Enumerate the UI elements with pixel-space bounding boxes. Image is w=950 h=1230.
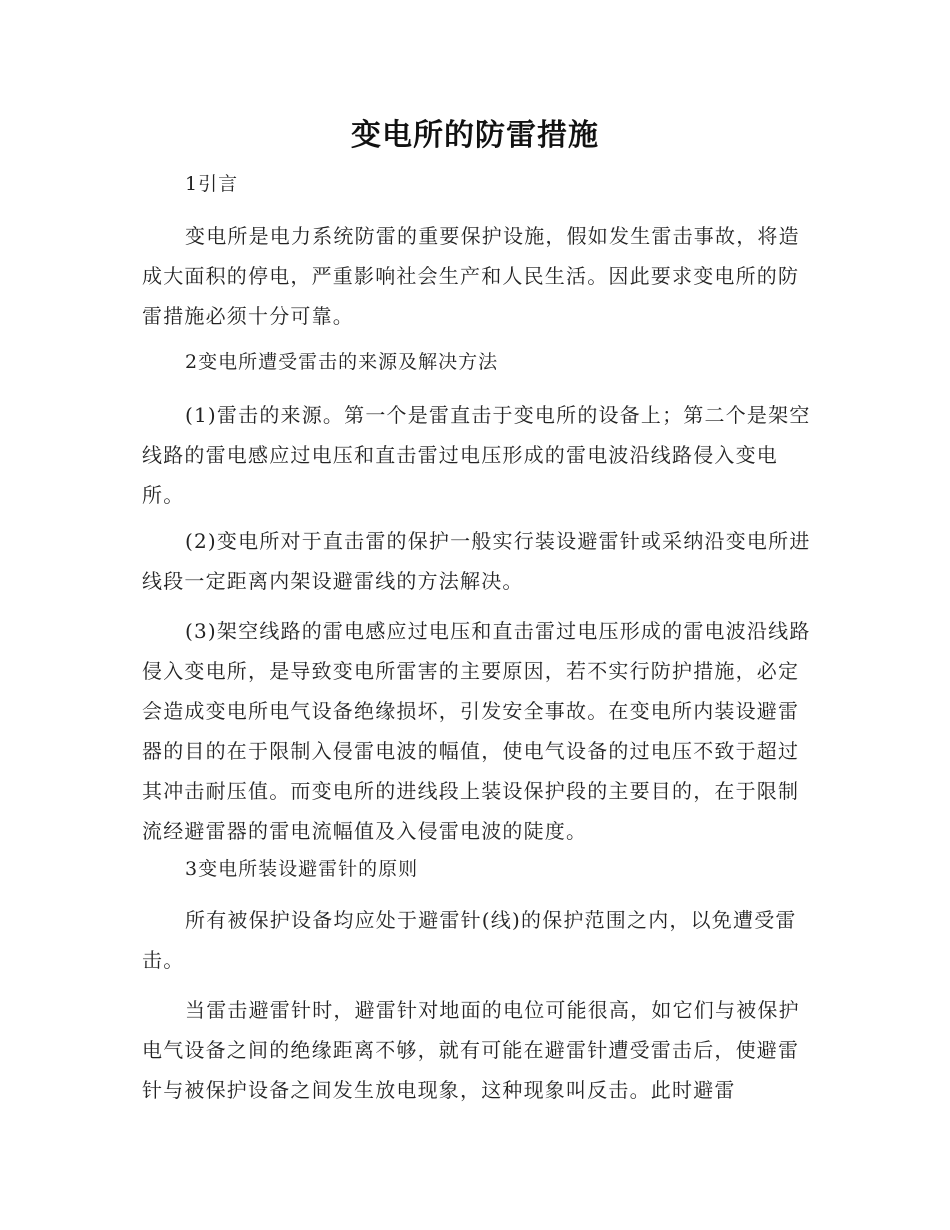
section-heading-principle: 3变电所装设避雷针的原则 xyxy=(185,858,419,880)
paragraph-intro: 变电所是电力系统防雷的重要保护设施，假如发生雷击事故，将造成大面积的停电，严重影响社会生产和人民生活。因此要求变电所的防雷措施必须十分可靠。 xyxy=(142,224,800,328)
section-heading-intro: 1引言 xyxy=(185,173,239,195)
paragraph-lightning-source-3: (3)架空线路的雷电感应过电压和直击雷过电压形成的雷电波沿线路侵入变电所，是导致变电所雷害的主要原因，若不实行防护措施，必定会造成变电所电气设备绝缘损坏，引发安全事故。在变电所内装设避雷器的目的在于限制入侵雷电波的幅值，使电气设备的过电压不致于超过其冲击耐压值。而变电所的进线段上装设保护段的主要目的，在于限制流经避雷器的雷电流幅值及入侵雷电波的陡度。 xyxy=(142,619,811,843)
paragraph-lightning-source-1: (1)雷击的来源。第一个是雷直击于变电所的设备上；第二个是架空线路的雷电感应过电压和直击雷过电压形成的雷电波沿线路侵入变电所。 xyxy=(142,403,811,507)
document-title: 变电所的防雷措施 xyxy=(351,118,599,153)
section-heading-lightning-source: 2变电所遭受雷击的来源及解决方法 xyxy=(185,351,499,373)
paragraph-principle-1: 所有被保护设备均应处于避雷针(线)的保护范围之内，以免遭受雷击。 xyxy=(142,908,797,972)
paragraph-principle-2: 当雷击避雷针时，避雷针对地面的电位可能很高，如它们与被保护电气设备之间的绝缘距离不够，就有可能在避雷针遭受雷击后，使避雷针与被保护设备之间发生放电现象，这种现象叫反击。此时避雷 xyxy=(142,998,800,1102)
paragraph-lightning-source-2: (2)变电所对于直击雷的保护一般实行装设避雷针或采纳沿变电所进线段一定距离内架设避雷线的方法解决。 xyxy=(142,529,811,593)
